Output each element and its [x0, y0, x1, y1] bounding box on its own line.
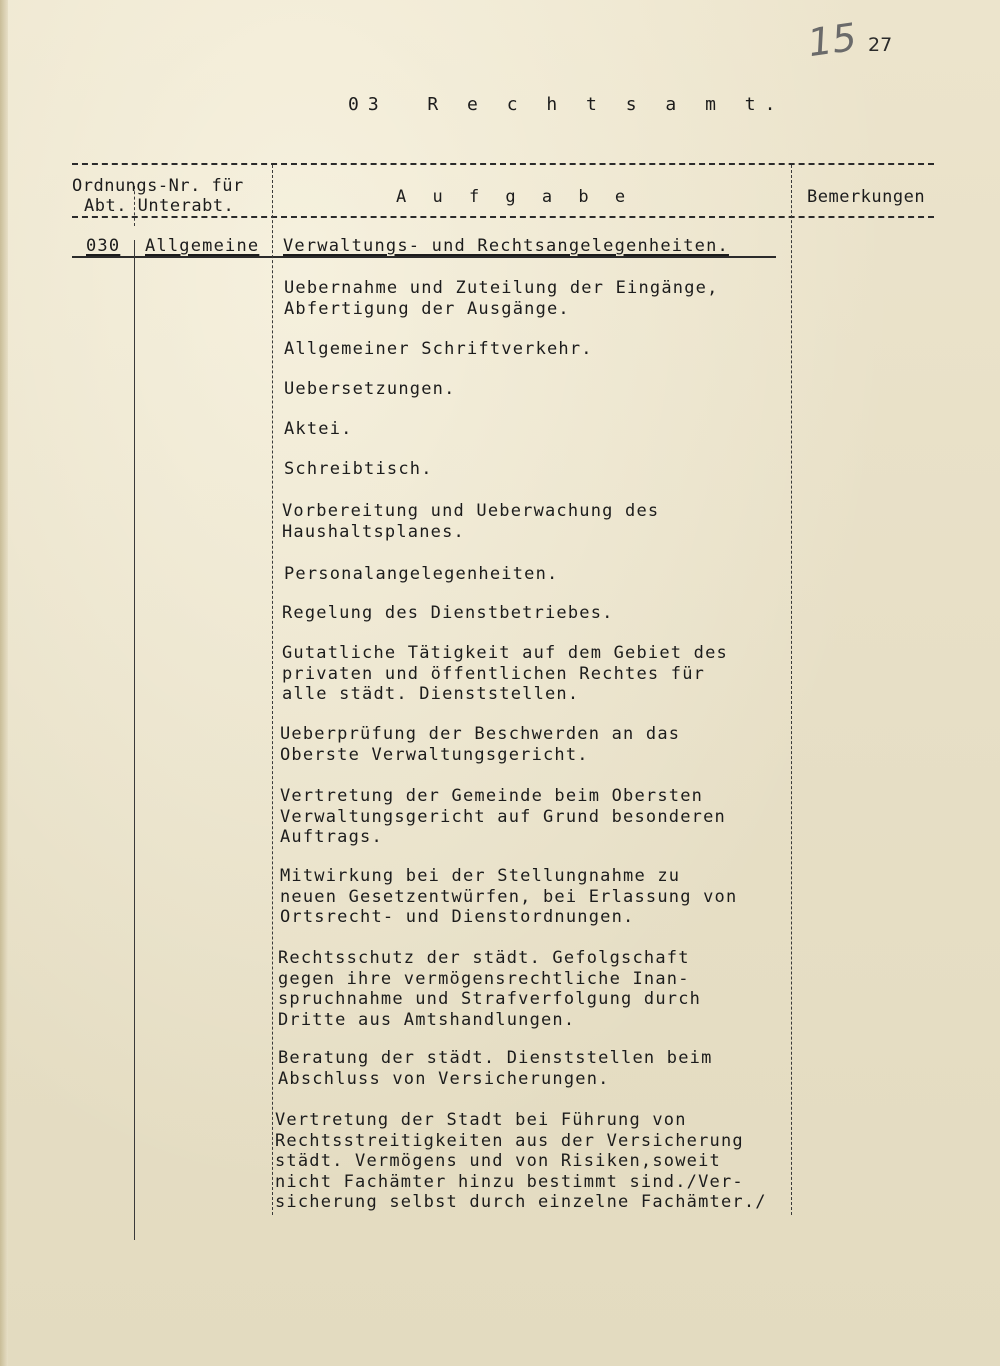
aufgabe-entry-15-line-4: nicht Fachämter hinzu bestimmt sind./Ver- [275, 1171, 744, 1192]
aufgabe-entry-1-line-2: Abfertigung der Ausgänge. [284, 298, 570, 319]
aufgabe-entry-13-line-4: Dritte aus Amtshandlungen. [278, 1009, 576, 1030]
aufgabe-entry-12-line-2: neuen Gesetzentwürfen, bei Erlassung von [280, 886, 738, 907]
aufgabe-entry-8-line-1: Regelung des Dienstbetriebes. [282, 603, 614, 623]
aufgabe-entry-4-line-1: Aktei. [284, 419, 353, 439]
section-title: Verwaltungs- und Rechtsangelegenheiten. [283, 236, 729, 256]
aufgabe-entry-15-line-1: Vertretung der Stadt bei Führung von [275, 1110, 687, 1130]
header-aufgabe: A u f g a b e [396, 187, 634, 207]
handwritten-folio-number: 15 [805, 14, 860, 66]
aufgabe-entry-1-line-1: Uebernahme und Zuteilung der Eingänge, [284, 278, 719, 298]
header-abt-unterabt: Abt. Unterabt. [84, 196, 235, 216]
bemerkungen-column-divider [791, 165, 792, 1215]
aufgabe-entry-9-line-1: Gutatliche Tätigkeit auf dem Gebiet des [282, 643, 728, 663]
aufgabe-entry-14-line-1: Beratung der städt. Dienststellen beim [278, 1048, 713, 1068]
header-ordnungs-nr: Ordnungs-Nr. für [72, 176, 244, 196]
aufgabe-entry-14-line-2: Abschluss von Versicherungen. [278, 1068, 610, 1089]
aufgabe-entry-6-line-2: Haushaltsplanes. [282, 521, 465, 542]
section-abt-number: 030 [86, 236, 121, 256]
page-title: 03 R e c h t s a m t. [348, 94, 785, 115]
aufgabe-entry-6-line-1: Vorbereitung und Ueberwachung des [282, 501, 660, 521]
page-edge [0, 0, 8, 1366]
header-bottom-rule [72, 216, 934, 218]
aufgabe-entry-10-line-2: Oberste Verwaltungsgericht. [280, 744, 589, 765]
aufgabe-entry-12-line-3: Ortsrecht- und Dienstordnungen. [280, 907, 635, 927]
aufgabe-entry-13-line-3: spruchnahme und Strafverfolgung durch [278, 989, 702, 1009]
aufgabe-entry-3-line-1: Uebersetzungen. [284, 379, 456, 399]
aufgabe-column-left-divider [272, 165, 273, 1215]
section-underline-rule [72, 256, 776, 258]
aufgabe-entry-7-line-1: Personalangelegenheiten. [284, 564, 559, 584]
aufgabe-entry-2-line-1: Allgemeiner Schriftverkehr. [284, 339, 593, 359]
table-top-rule [72, 163, 934, 165]
aufgabe-entry-11-line-3: Auftrags. [280, 827, 383, 847]
page-number: 27 [868, 34, 893, 56]
aufgabe-entry-11-line-1: Vertretung der Gemeinde beim Obersten [280, 786, 704, 806]
aufgabe-entry-5-line-1: Schreibtisch. [284, 459, 433, 479]
section-unterabt-label: Allgemeine [145, 236, 260, 256]
aufgabe-entry-15-line-2: Rechtsstreitigkeiten aus der Versicherung [275, 1130, 744, 1151]
aufgabe-entry-9-line-3: alle städt. Dienststellen. [282, 684, 580, 704]
aufgabe-entry-15-line-5: sicherung selbst durch einzelne Fachämter./ [275, 1192, 767, 1212]
abt-column-divider [134, 240, 135, 1240]
aufgabe-entry-15-line-3: städt. Vermögens und von Risiken,soweit [275, 1151, 721, 1171]
aufgabe-entry-10-line-1: Ueberprüfung der Beschwerden an das [280, 724, 681, 744]
aufgabe-entry-13-line-2: gegen ihre vermögensrechtliche Inan- [278, 968, 690, 989]
header-bemerkungen: Bemerkungen [807, 187, 926, 207]
aufgabe-entry-11-line-2: Verwaltungsgericht auf Grund besonderen [280, 806, 726, 827]
aufgabe-entry-13-line-1: Rechtsschutz der städt. Gefolgschaft [278, 948, 690, 968]
aufgabe-entry-12-line-1: Mitwirkung bei der Stellungnahme zu [280, 866, 681, 886]
aufgabe-entry-9-line-2: privaten und öffentlichen Rechtes für [282, 663, 706, 684]
